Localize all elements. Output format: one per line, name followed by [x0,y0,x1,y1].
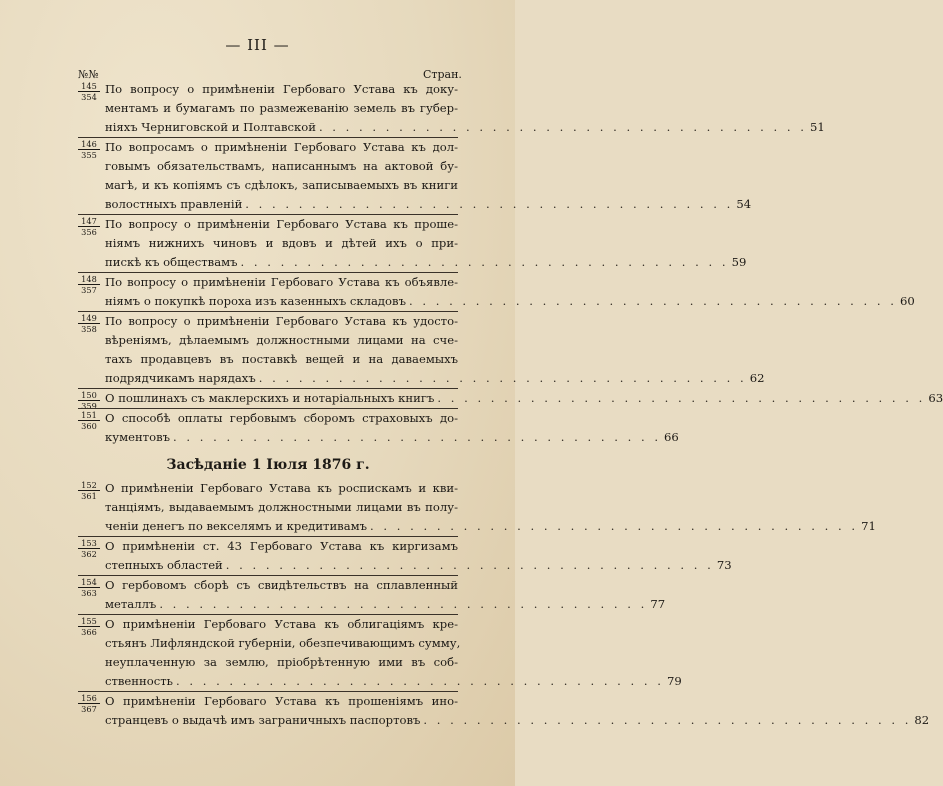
entry-number-top: 147 [78,217,100,227]
entry-text-line: О примѣненіи Гербоваго Устава къ прошеніямъ ино- [105,694,458,708]
entry-text-line: ніяхъ Черниговской и Полтавской [105,120,316,134]
toc-entry [78,311,765,388]
entry-last-line [105,118,825,137]
entry-number-top: 148 [78,275,100,285]
entry-page-number: 82 [914,713,930,727]
entry-text-line: говымъ обязательствамъ, написаннымъ на актовой бу- [105,159,458,173]
entry-number [78,140,100,159]
entry-last-line [105,389,943,408]
entry-text-line: По вопросамъ о примѣненіи Гербоваго Устава къ дол- [105,140,458,154]
entry-last-line [105,253,747,272]
entry-number-top: 149 [78,314,100,324]
entry-page-number: 66 [664,430,679,444]
entry-number-top: 151 [78,411,100,421]
toc-entry [78,388,943,411]
entry-last-line [105,292,915,311]
entry-text-line: ственность [105,674,173,688]
entry-page-number: 71 [861,519,876,533]
entry-number-top: 156 [78,694,100,704]
dot-leader: . . . . . . . . . . . . . . . . . . . . . . . . . . . . . . . . . . . . . [172,430,662,444]
entry-text-line: тахъ продавцевъ въ поставкѣ вещей и на даваемыхъ [105,352,458,366]
entry-text-line: О гербовомъ сборѣ съ свидѣтельствъ на сплавленный [105,578,458,592]
entry-number-bottom: 360 [81,421,97,431]
dot-leader: . . . . . . . . . . . . . . . . . . . . . . . . . . . . . . . . . . . . . [225,558,714,572]
entry-last-line [105,672,682,691]
entry-number-top: 145 [78,82,100,92]
entry-text-line: вѣреніямъ, дѣлаемымъ должностными лицами на сче- [105,333,458,347]
entry-last-line [105,556,732,575]
dot-leader: . . . . . . . . . . . . . . . . . . . . . . . . . . . . . . . . . . . . . [423,713,912,727]
entry-text-line: ментамъ и бумагамъ по размежеванію земель въ губер- [105,101,458,115]
entry-number [78,275,100,294]
entry-text-line: пискѣ къ обществамъ [105,255,238,269]
entry-text-line: подрядчикамъ нарядахъ [105,371,256,385]
dot-leader: . . . . . . . . . . . . . . . . . . . . . . . . . . . . . . . . . . . . . [159,597,648,611]
dot-leader: . . . . . . . . . . . . . . . . . . . . . . . . . . . . . . . . . . . . . [437,391,926,405]
entry-text-line: О пошлинахъ съ маклерскихъ и нотаріальныхъ книгъ [105,391,435,405]
dot-leader: . . . . . . . . . . . . . . . . . . . . . . . . . . . . . . . . . . . . . [240,255,729,269]
entry-page-number: 54 [736,197,752,211]
entry-text-line: ченіи денегъ по векселямъ и кредитивамъ [105,519,368,533]
entry-number [78,217,100,236]
entry-text-line: кументовъ [105,430,170,444]
toc-entry [78,575,666,614]
entry-number [78,617,100,636]
entry-page-number: 79 [666,674,682,688]
dot-leader: . . . . . . . . . . . . . . . . . . . . . . . . . . . . . . . . . . . . . [370,519,859,533]
entry-text-line: волостныхъ правленій [105,197,243,211]
entry-number [78,578,100,597]
entry-number-bottom: 356 [81,227,97,237]
entry-text-line: О способѣ оплаты гербовымъ сборомъ страховыхъ до- [105,411,458,425]
entry-text-line: О примѣненіи ст. 43 Гербоваго Устава къ киргизамъ [105,539,458,553]
entry-number-bottom: 359 [81,401,97,411]
entry-number-top: 152 [78,481,100,491]
toc-group-first [78,80,943,447]
entry-text-line: ніямъ нижнихъ чиновъ и вдовъ и дѣтей ихъ о при- [105,236,458,250]
entry-last-line [105,428,679,447]
entry-number [78,539,100,558]
toc-entry [78,272,915,311]
toc-entry [78,214,747,272]
column-header-pages: Стран. [423,68,462,81]
entry-text-line: О примѣненіи Гербоваго Устава къ роспискамъ и кви- [105,481,458,495]
column-header-numbers: №№ [78,68,99,81]
dot-leader: . . . . . . . . . . . . . . . . . . . . . . . . . . . . . . . . . . . . . [175,674,664,688]
toc-entry [78,479,876,536]
entry-last-line [105,369,765,388]
entry-text-line: По вопросу о примѣненіи Гербоваго Устава къ доку- [105,82,458,96]
entry-number [78,82,100,101]
entry-page-number: 60 [899,294,915,308]
entry-number-bottom: 354 [81,92,97,102]
toc-group-second [78,479,930,730]
table-of-contents [78,80,943,730]
entry-text-line: степныхъ областей [105,558,223,572]
entry-text-line: неуплаченную за землю, пріобрѣтенную ими въ соб- [105,655,458,669]
entry-text-line: ніямъ о покупкѣ пороха изъ казенныхъ складовъ [105,294,406,308]
entry-text-line: По вопросу о примѣненіи Гербоваго Устава къ объявле- [105,275,458,289]
entry-text-line: магѣ, и къ копіямъ съ сдѣлокъ, записываемыхъ въ книги [105,178,458,192]
page-number: — III — [225,36,290,54]
entry-number-bottom: 358 [81,324,97,334]
entry-number [78,411,100,430]
toc-entry [78,80,825,137]
entry-page-number: 73 [716,558,732,572]
entry-text-line: странцевъ о выдачѣ имъ заграничныхъ паспортовъ [105,713,421,727]
toc-entry [78,137,752,214]
toc-entry [78,536,732,575]
session-heading: Засѣданіе 1 Іюля 1876 г. [166,457,370,473]
entry-number [78,314,100,333]
entry-last-line [105,595,666,614]
entry-page-number: 51 [809,120,825,134]
entry-number [78,481,100,500]
entry-number-bottom: 363 [81,588,97,598]
entry-number-bottom: 355 [81,150,97,160]
entry-text-line: танціямъ, выдаваемымъ должностными лицами въ полу- [105,500,458,514]
entry-last-line [105,195,752,214]
entry-page-number: 59 [731,255,747,269]
entry-number-top: 150 [78,391,100,401]
entry-number-top: 155 [78,617,100,627]
entry-page-number: 63 [928,391,943,405]
entry-number-top: 153 [78,539,100,549]
toc-entry [78,691,930,730]
entry-number-bottom: 366 [81,627,97,637]
entry-text-line: По вопросу о примѣненіи Гербоваго Устава къ удосто- [105,314,458,328]
dot-leader: . . . . . . . . . . . . . . . . . . . . . . . . . . . . . . . . . . . . . [318,120,807,134]
toc-entry [78,408,679,447]
dot-leader: . . . . . . . . . . . . . . . . . . . . . . . . . . . . . . . . . . . . . [258,371,747,385]
entry-number-bottom: 362 [81,549,97,559]
entry-number-top: 154 [78,578,100,588]
entry-text-line: стьянъ Лифляндской губерніи, обезпечивающимъ сумму, [105,636,461,650]
entry-number-bottom: 357 [81,285,97,295]
entry-number-top: 146 [78,140,100,150]
entry-text-line: По вопросу о примѣненіи Гербоваго Устава къ проше- [105,217,458,231]
entry-number-bottom: 361 [81,491,97,501]
dot-leader: . . . . . . . . . . . . . . . . . . . . . . . . . . . . . . . . . . . . . [408,294,897,308]
entry-page-number: 62 [749,371,765,385]
entry-text-line: металлъ [105,597,157,611]
entry-text-line: О примѣненіи Гербоваго Устава къ облигаціямъ кре- [105,617,458,631]
entry-number [78,694,100,713]
dot-leader: . . . . . . . . . . . . . . . . . . . . . . . . . . . . . . . . . . . . . [245,197,734,211]
entry-last-line [105,517,876,536]
entry-number-bottom: 367 [81,704,97,714]
entry-page-number: 77 [650,597,666,611]
entry-last-line [105,711,930,730]
toc-entry [78,614,682,691]
